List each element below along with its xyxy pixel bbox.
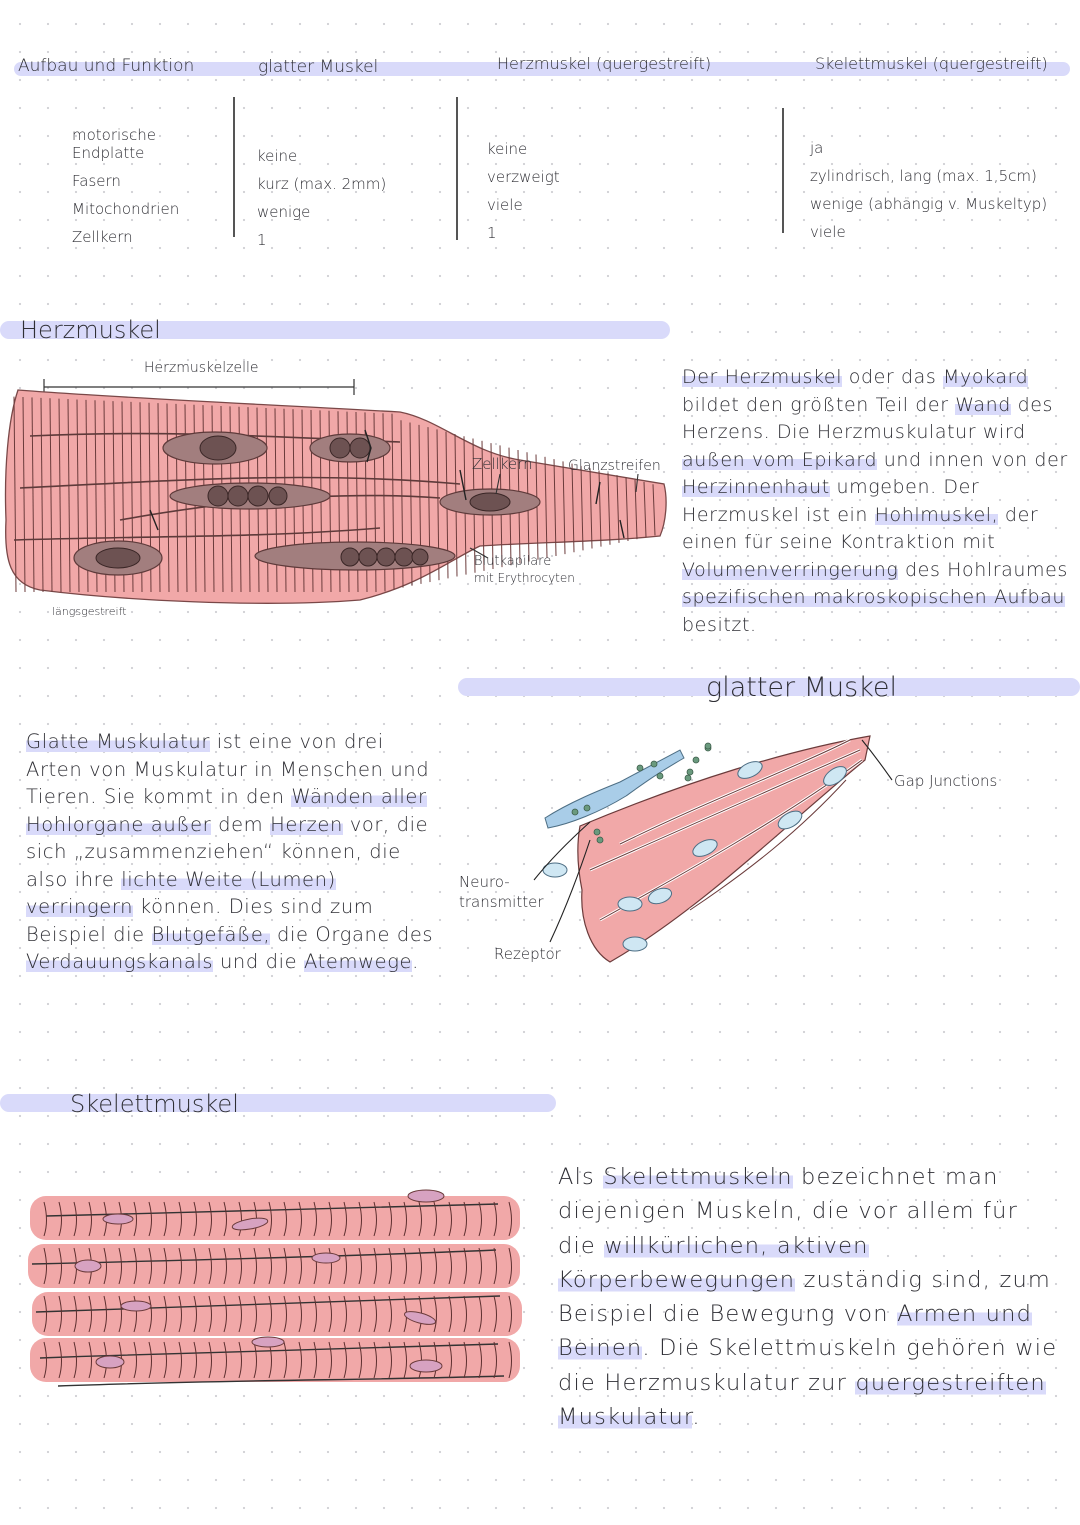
label-laengsgestreift: längsgestreift [52, 605, 127, 618]
glatt-diagram [450, 720, 1070, 980]
cell-herz-endplatte: keine [487, 140, 528, 158]
text-run: . [692, 1404, 701, 1431]
cell-glatt-fasern: kurz (max. 2mm) [257, 175, 387, 193]
skelett-title: Skelettmuskel [70, 1090, 239, 1118]
glatt-title: glatter Muskel [706, 672, 897, 703]
text-run: umgeben. Der Herzmuskel ist ein [682, 476, 980, 526]
highlighted-term: Wänden aller Hohlorgane außer [26, 785, 427, 836]
cell-glatt-mitochondrien: wenige [257, 203, 311, 221]
table-divider-3 [782, 108, 784, 233]
text-run: bezeichnet man diejenigen Muskeln, die vor allem für die [558, 1164, 1019, 1259]
text-run: und die [213, 950, 305, 973]
label-erythrocyten: mit Erythrocyten [474, 571, 575, 585]
skelett-diagram [18, 1180, 538, 1400]
text-run: zuständig sind, zum Beispiel die Bewegung von [558, 1266, 1052, 1328]
row-label-motorische: motorische [72, 126, 156, 144]
highlighted-term: außen vom Epikard [682, 448, 878, 471]
row-label-mitochondrien: Mitochondrien [72, 200, 180, 218]
table-header-glatt: glatter Muskel [258, 57, 379, 77]
label-blutkapilare: Blutkapilare [474, 554, 552, 569]
cell-skelett-zellkern: viele [810, 223, 846, 241]
text-run: können. Dies sind zum Beispiel die [26, 895, 374, 946]
cell-skelett-endplatte: ja [810, 139, 824, 157]
text-run: oder das [842, 366, 943, 388]
row-label-zellkern: Zellkern [72, 228, 133, 246]
text-run: des Herzens. Die Herzmuskulatur wird [682, 393, 1054, 443]
highlighted-term: willkürlichen, aktiven Körperbewegungen [558, 1232, 869, 1293]
highlighted-term: Myokard [943, 366, 1029, 388]
row-label-endplatte: Endplatte [72, 144, 145, 162]
highlighted-term: quergestreiften Muskulatur [558, 1369, 1046, 1431]
table-col-glatt [257, 142, 386, 254]
cell-skelett-mitochondrien: wenige (abhängig v. Muskeltyp) [810, 195, 1048, 213]
text-run: des Hohlraumes [898, 558, 1068, 581]
text-run: . Die Skelettmuskeln gehören wie die Herzmuskulatur zur [558, 1335, 1058, 1396]
skelett-description [558, 1160, 1058, 1434]
highlighted-term: Glatte Muskulatur [26, 730, 210, 753]
table-row-labels [72, 126, 179, 251]
highlighted-term: Verdauungskanals [26, 950, 214, 973]
text-run: Als [558, 1164, 604, 1190]
cell-glatt-endplatte: keine [257, 147, 298, 165]
highlighted-term: Hohlmuskel, [874, 503, 999, 526]
table-col-skelett [810, 134, 1047, 246]
highlighted-term: lichte Weite (Lumen) verringern [26, 867, 336, 918]
table-header-herz: Herzmuskel (quergestreift) [497, 54, 712, 73]
highlighted-term: Blutgefäße, [151, 922, 271, 946]
text-run: ist eine von drei Arten von Muskulatur in Menschen und Tieren. Sie kommt in den [26, 730, 430, 808]
table-header-skelett: Skelettmuskel (quergestreift) [815, 54, 1048, 73]
highlighted-term: Armen und Beinen [558, 1301, 1033, 1362]
cell-glatt-zellkern: 1 [257, 231, 267, 249]
highlighted-term: Herzinnenhaut [682, 476, 830, 498]
label-gap-junctions: Gap Junctions [894, 772, 998, 790]
row-label-fasern: Fasern [72, 172, 121, 190]
table-divider-1 [233, 97, 235, 237]
cell-herz-fasern: verzweigt [487, 168, 560, 186]
herzmuskel-title: Herzmuskel [20, 316, 161, 344]
label-neurotransmitter-1: Neuro- [459, 873, 510, 891]
table-divider-2 [456, 97, 458, 240]
label-zellkern: Zellkern [472, 455, 533, 473]
label-neurotransmitter-2: transmitter [459, 893, 544, 911]
glatt-description [26, 728, 436, 976]
label-herzmuskelzelle: Herzmuskelzelle [144, 360, 259, 376]
cell-herz-mitochondrien: viele [487, 196, 523, 214]
highlighted-term: Skelettmuskeln [603, 1164, 793, 1190]
text-run: vor, die sich „zusammenziehen“ können, die also ihre [26, 812, 429, 891]
cell-herz-zellkern: 1 [487, 224, 497, 242]
table-col-herz [487, 135, 560, 247]
highlighted-term: Atemwege [304, 950, 413, 973]
highlighted-term: Herzen [270, 812, 343, 836]
text-run: . [412, 950, 419, 973]
herzmuskel-diagram [0, 360, 680, 620]
label-glanzstreifen: Glanzstreifen [568, 458, 661, 474]
cell-skelett-fasern: zylindrisch, lang (max. 1,5cm) [810, 167, 1037, 185]
text-run: besitzt. [682, 613, 757, 636]
text-run: dem [211, 812, 271, 836]
highlighted-term: Wand [955, 393, 1011, 416]
label-rezeptor: Rezeptor [494, 945, 561, 963]
highlighted-term: spezifischen makroskopischen Aufbau [682, 586, 1066, 608]
text-run: der einen für seine Kontraktion mit [682, 503, 1039, 553]
highlighted-term: Der Herzmuskel [682, 366, 843, 388]
text-run: die Organe des [270, 922, 434, 946]
herzmuskel-description [682, 364, 1070, 639]
highlighted-term: Volumenverringerung [682, 558, 899, 581]
text-run: bildet den größten Teil der [682, 393, 956, 416]
text-run: und innen von der [877, 448, 1068, 471]
table-header-aufbau: Aufbau und Funktion [18, 56, 195, 76]
